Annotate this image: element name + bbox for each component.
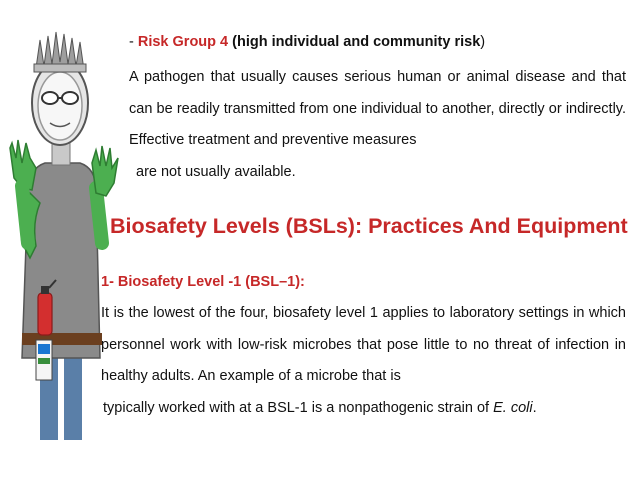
bsl-1-heading: 1- Biosafety Level -1 (BSL–1): xyxy=(101,274,305,290)
bsl-1-text-last xyxy=(101,393,626,425)
risk-group-4-heading xyxy=(129,34,485,50)
worker-belt xyxy=(22,333,102,345)
bsl-1-description xyxy=(101,298,626,424)
risk-dash: - xyxy=(129,34,138,50)
bsl-1-text-main: It is the lowest of the four, biosafety level 1 applies to laboratory settings in which personnel work with low-risk microbes that pose little to no threat of infection in healthy adults. An example of a microbe that is xyxy=(101,305,626,384)
risk-group-4-description xyxy=(129,62,626,188)
worker-apron xyxy=(22,163,100,358)
worker-hand-right xyxy=(92,146,118,196)
bsl-1-text-last-suffix: . xyxy=(532,399,537,416)
risk-group-label: Risk Group 4 xyxy=(137,34,229,50)
worker-face-shield xyxy=(38,72,82,140)
worker-leg-right xyxy=(64,348,82,440)
risk-group-descriptor: (high individual and community risk xyxy=(228,34,481,50)
risk-close-paren: ) xyxy=(480,34,486,50)
risk-description-last: are not usually available. xyxy=(136,163,296,180)
section-title: Biosafety Levels (BSLs): Practices And Equipment xyxy=(110,214,628,238)
e-coli-term: E. coli xyxy=(493,399,533,416)
risk-description-main: A pathogen that usually causes serious human or animal disease and that can be readily transmitted from one individual to another, directly or indirectly. Effective treatment and preventive measures xyxy=(129,69,626,148)
bsl-1-text-last-prefix: typically worked with at a BSL-1 is a nonpathogenic strain of xyxy=(103,399,494,416)
